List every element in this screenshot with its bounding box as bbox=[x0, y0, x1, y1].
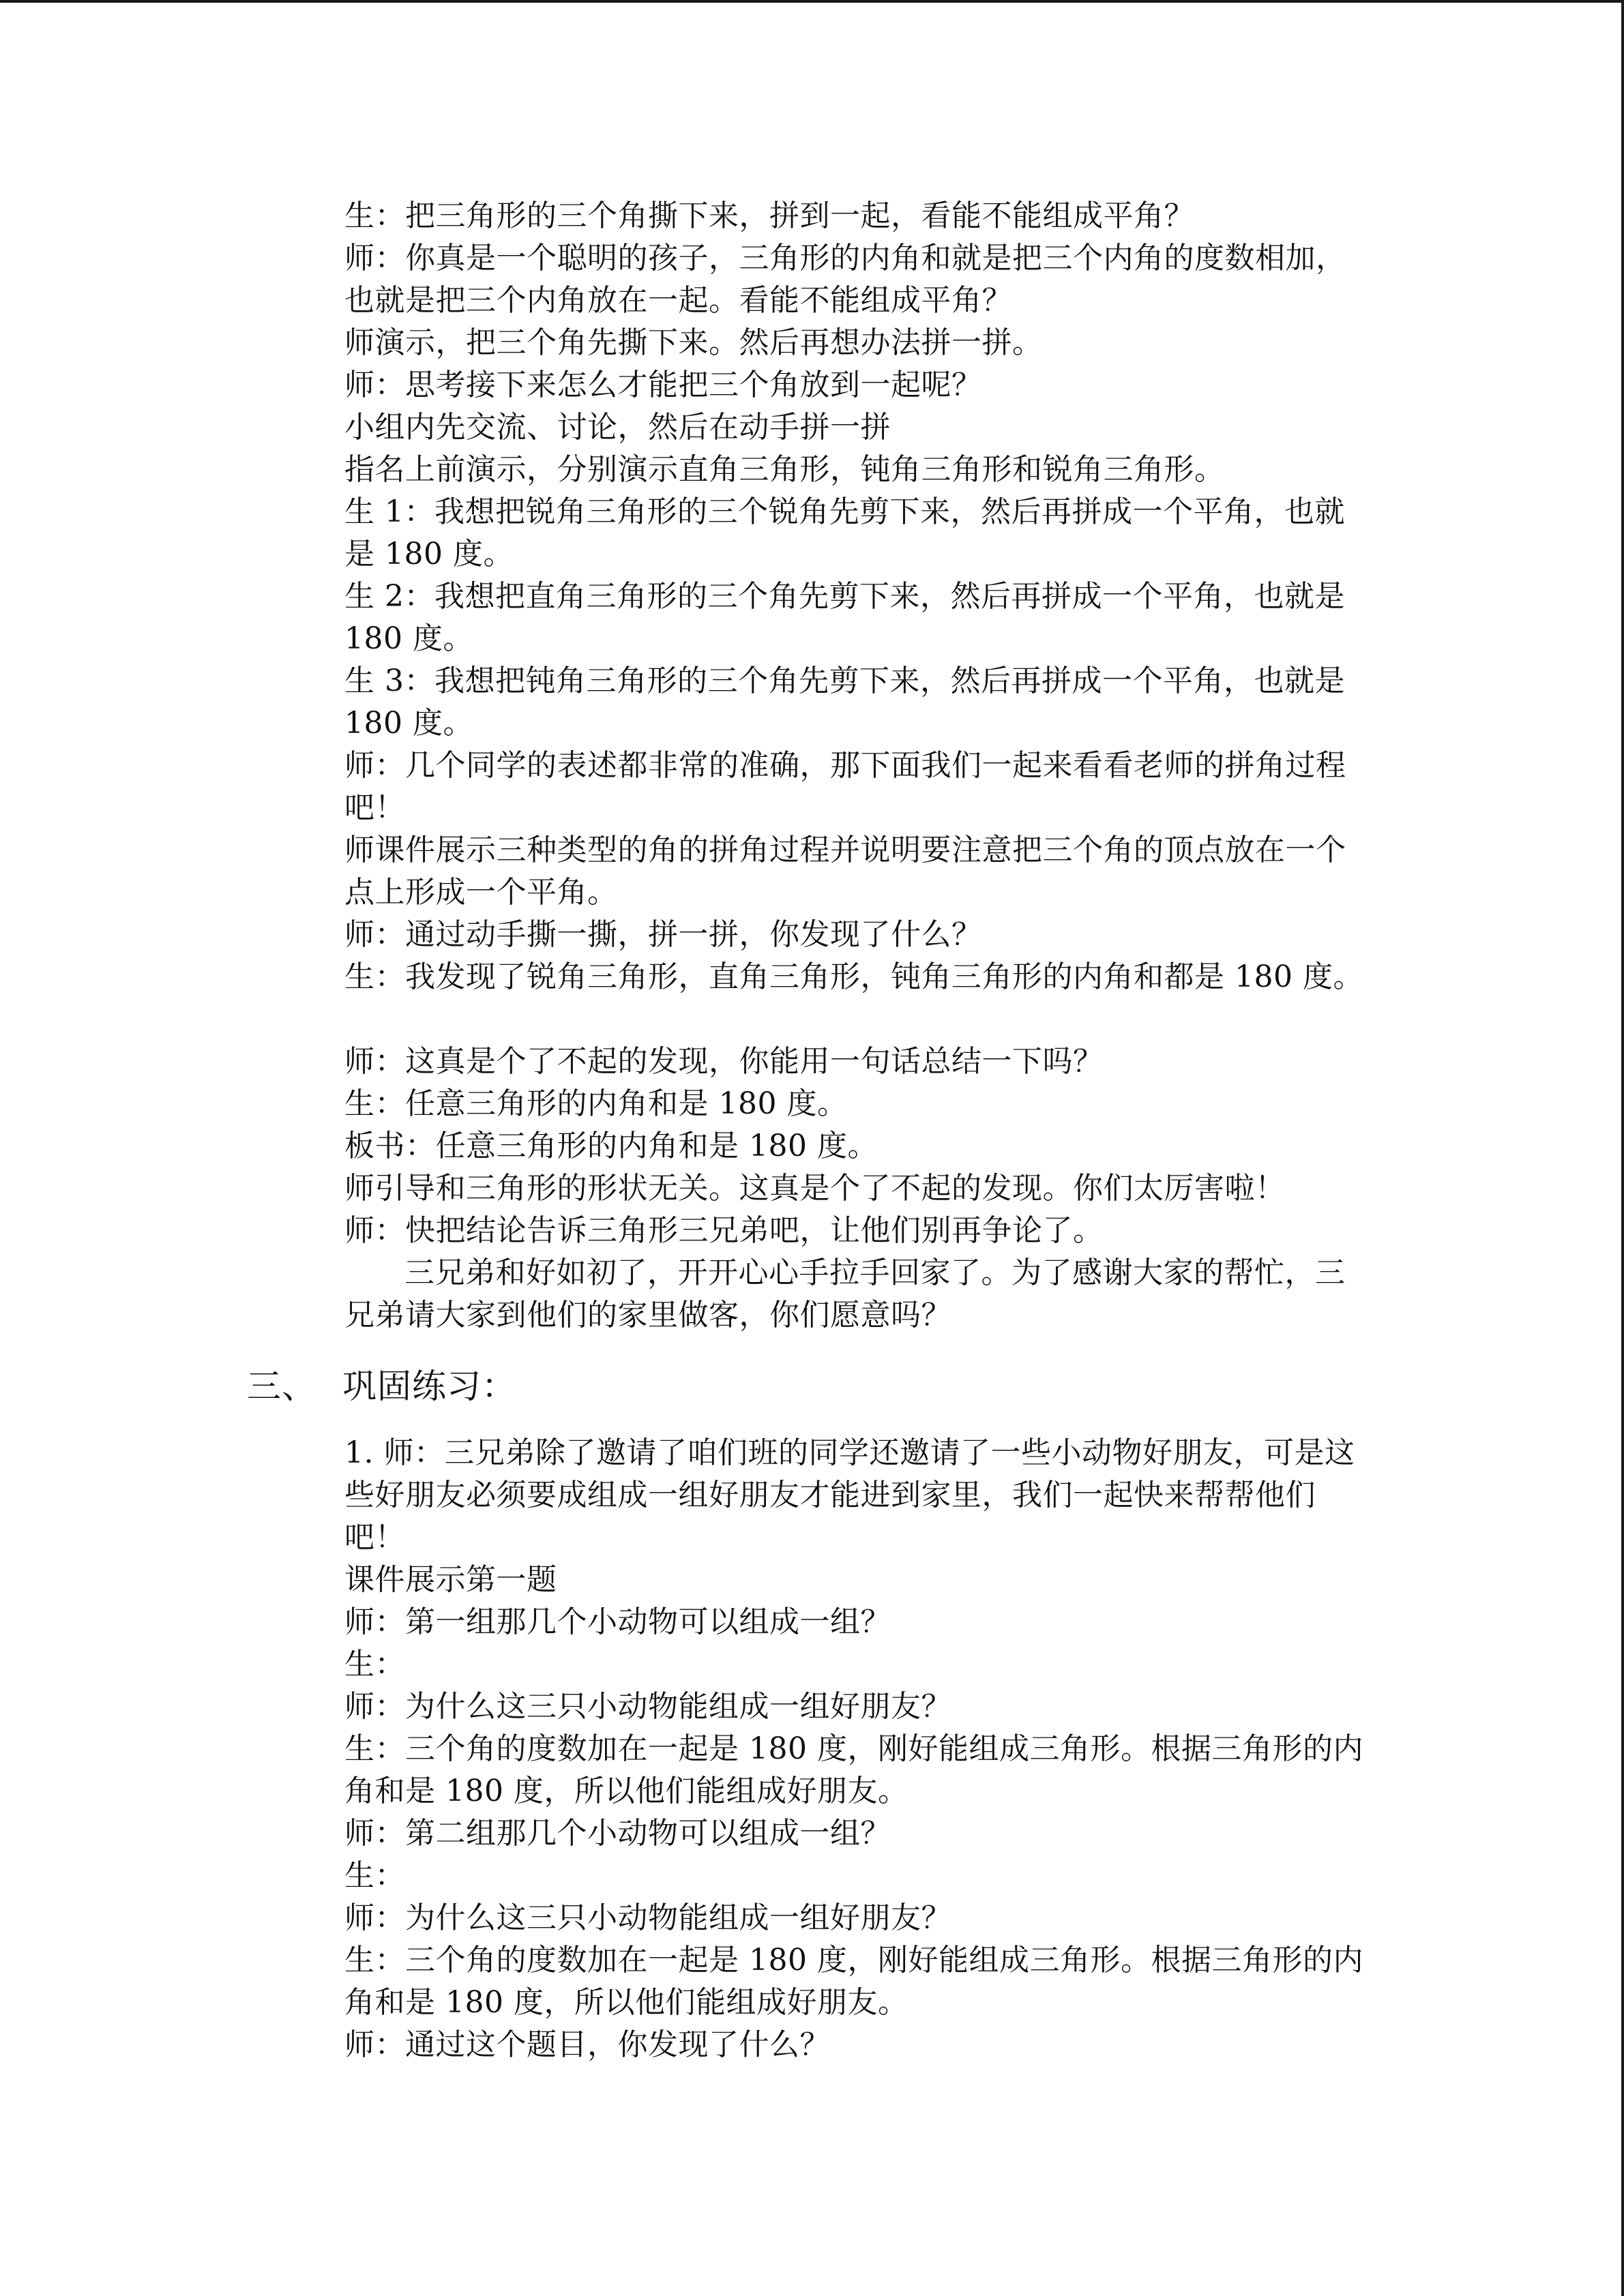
paragraph: 生： bbox=[344, 1858, 405, 1893]
paragraph: 生 3：我想把钝角三角形的三个角先剪下来，然后再拼成一个平角，也就是 180 度。 bbox=[344, 664, 1345, 741]
paragraph: 生：三个角的度数加在一起是 180 度，刚好能组成三角形。根据三角形的内角和是 180 度，所以他们能组成好朋友。 bbox=[344, 1943, 1363, 2020]
paragraph: 生 1：我想把锐角三角形的三个锐角先剪下来，然后再拼成一个平角，也就是 180 度。 bbox=[344, 494, 1345, 571]
paragraph: 师引导和三角形的形状无关。这真是个了不起的发现。你们太厉害啦！ bbox=[344, 1171, 1286, 1206]
paragraph: 师：快把结论告诉三角形三兄弟吧，让他们别再争论了。 bbox=[344, 1213, 1104, 1248]
paragraph: 1. 师：三兄弟除了邀请了咱们班的同学还邀请了一些小动物好朋友，可是这些好朋友必须要成组成一组好朋友才能进到家里，我们一起快来帮帮他们吧！ bbox=[344, 1435, 1355, 1555]
section-number: 三、 bbox=[247, 1367, 316, 1406]
paragraph: 师：几个同学的表述都非常的准确，那下面我们一起来看看老师的拼角过程吧！ bbox=[344, 748, 1346, 825]
paragraph: 师：第二组那几个小动物可以组成一组？ bbox=[344, 1816, 891, 1851]
paragraph: 生： bbox=[344, 1647, 405, 1682]
paragraph: 师：你真是一个聪明的孩子，三角形的内角和就是把三个内角的度数相加，也就是把三个内角放在一起。看能不能组成平角？ bbox=[344, 241, 1346, 318]
section-title: 巩固练习： bbox=[342, 1367, 516, 1406]
paragraph: 三兄弟和好如初了，开开心心手拉手回家了。为了感谢大家的帮忙，三兄弟请大家到他们的家里做客，你们愿意吗？ bbox=[344, 1255, 1346, 1332]
paragraph: 师：通过动手撕一撕，拼一拼，你发现了什么？ bbox=[344, 917, 982, 952]
paragraph: 小组内先交流、讨论，然后在动手拼一拼 bbox=[344, 410, 891, 445]
paragraph: 师：为什么这三只小动物能组成一组好朋友？ bbox=[344, 1689, 951, 1724]
paragraph: 课件展示第一题 bbox=[344, 1562, 557, 1597]
paragraph: 师：这真是个了不起的发现，你能用一句话总结一下吗？ bbox=[344, 1044, 1104, 1079]
paragraph: 生：任意三角形的内角和是 180 度。 bbox=[344, 1086, 848, 1121]
paragraph: 师：通过这个题目，你发现了什么？ bbox=[344, 2027, 830, 2062]
paragraph: 师：为什么这三只小动物能组成一组好朋友？ bbox=[344, 1900, 951, 1935]
section-heading bbox=[247, 1362, 516, 1410]
paragraph: 师：第一组那几个小动物可以组成一组？ bbox=[344, 1605, 891, 1639]
paragraph: 生：把三角形的三个角撕下来，拼到一起，看能不能组成平角？ bbox=[344, 198, 1194, 233]
paragraph: 指名上前演示，分别演示直角三角形，钝角三角形和锐角三角形。 bbox=[344, 452, 1225, 487]
paragraph: 师：思考接下来怎么才能把三个角放到一起呢？ bbox=[344, 368, 982, 402]
paragraph: 师演示，把三个角先撕下来。然后再想办法拼一拼。 bbox=[344, 325, 1043, 360]
paragraph: 生：我发现了锐角三角形，直角三角形，钝角三角形的内角和都是 180 度。 bbox=[344, 959, 1363, 994]
paragraph: 师课件展示三种类型的角的拼角过程并说明要注意把三个角的顶点放在一个点上形成一个平角。 bbox=[344, 833, 1346, 910]
paragraph: 生：三个角的度数加在一起是 180 度，刚好能组成三角形。根据三角形的内角和是 180 度，所以他们能组成好朋友。 bbox=[344, 1731, 1363, 1808]
paragraph: 生 2：我想把直角三角形的三个角先剪下来，然后再拼成一个平角，也就是 180 度。 bbox=[344, 579, 1345, 656]
paragraph: 板书：任意三角形的内角和是 180 度。 bbox=[344, 1129, 878, 1163]
